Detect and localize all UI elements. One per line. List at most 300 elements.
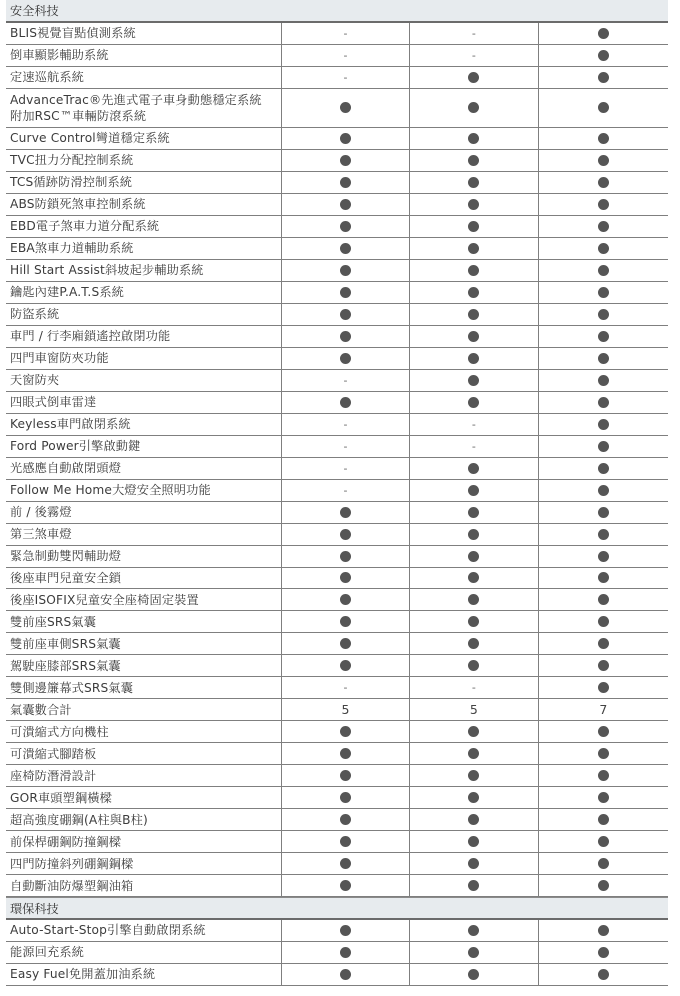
standard-equipment-dot xyxy=(340,947,351,958)
trim-cell-2 xyxy=(409,589,537,610)
table-row xyxy=(6,348,668,370)
feature-name: 雙前座車側SRS氣囊 xyxy=(10,636,121,651)
trim-cell-3 xyxy=(538,238,668,259)
feature-name: 車門 / 行李廂鎖遙控啟閉功能 xyxy=(10,329,171,344)
trim-cell-1 xyxy=(281,677,409,698)
trim-cell-3 xyxy=(538,282,668,303)
standard-equipment-dot xyxy=(468,102,479,113)
standard-equipment-dot xyxy=(468,243,479,254)
trim-cell-1 xyxy=(281,480,409,501)
trim-cell-2 xyxy=(409,699,537,720)
standard-equipment-dot xyxy=(598,155,609,166)
feature-name: TCS循跡防滑控制系統 xyxy=(10,175,133,190)
not-available-dash: - xyxy=(343,417,348,431)
standard-equipment-dot xyxy=(468,947,479,958)
standard-equipment-dot xyxy=(598,947,609,958)
standard-equipment-dot xyxy=(340,353,351,364)
feature-name: 後座ISOFIX兒童安全座椅固定裝置 xyxy=(10,592,199,607)
standard-equipment-dot xyxy=(340,770,351,781)
trim-cell-1 xyxy=(281,964,409,985)
standard-equipment-dot xyxy=(598,287,609,298)
feature-name: ABS防鎖死煞車控制系統 xyxy=(10,197,146,212)
feature-name: Keyless車門啟閉系統 xyxy=(10,417,131,432)
trim-cell-3 xyxy=(538,89,668,127)
trim-cell-2 xyxy=(409,831,537,852)
standard-equipment-dot xyxy=(598,925,609,936)
trim-cell-1 xyxy=(281,655,409,676)
standard-equipment-dot xyxy=(340,529,351,540)
trim-cell-1 xyxy=(281,853,409,874)
not-available-dash: - xyxy=(343,439,348,453)
table-row xyxy=(6,436,668,458)
standard-equipment-dot xyxy=(598,353,609,364)
standard-equipment-dot xyxy=(340,925,351,936)
table-row xyxy=(6,524,668,546)
standard-equipment-dot xyxy=(468,969,479,980)
trim-cell-3 xyxy=(538,920,668,941)
standard-equipment-dot xyxy=(468,72,479,83)
standard-equipment-dot xyxy=(598,441,609,452)
table-row xyxy=(6,546,668,568)
trim-cell-3 xyxy=(538,45,668,66)
standard-equipment-dot xyxy=(468,397,479,408)
standard-equipment-dot xyxy=(340,102,351,113)
trim-cell-2 xyxy=(409,787,537,808)
trim-cell-1 xyxy=(281,392,409,413)
trim-cell-2 xyxy=(409,414,537,435)
table-row xyxy=(6,611,668,633)
feature-name: 自動斷油防爆塑鋼油箱 xyxy=(10,878,134,893)
feature-name: EBA煞車力道輔助系統 xyxy=(10,241,134,256)
trim-cell-2 xyxy=(409,282,537,303)
standard-equipment-dot xyxy=(598,50,609,61)
not-available-dash: - xyxy=(471,681,476,695)
standard-equipment-dot xyxy=(340,726,351,737)
standard-equipment-dot xyxy=(598,265,609,276)
trim-cell-2 xyxy=(409,172,537,193)
trim-cell-2 xyxy=(409,216,537,237)
feature-name: 防盜系統 xyxy=(10,307,60,322)
trim-cell-2 xyxy=(409,238,537,259)
feature-name: AdvanceTrac®先進式電子車身動態穩定系統 附加RSC™車輛防滾系統 xyxy=(10,92,262,123)
trim-cell-3 xyxy=(538,260,668,281)
feature-name: EBD電子煞車力道分配系統 xyxy=(10,219,160,234)
standard-equipment-dot xyxy=(340,836,351,847)
trim-cell-1 xyxy=(281,942,409,963)
trim-cell-1 xyxy=(281,458,409,479)
trim-cell-3 xyxy=(538,809,668,830)
feature-name: TVC扭力分配控制系統 xyxy=(10,153,134,168)
trim-cell-1 xyxy=(281,370,409,391)
table-row xyxy=(6,853,668,875)
standard-equipment-dot xyxy=(598,199,609,210)
standard-equipment-dot xyxy=(468,858,479,869)
trim-cell-1 xyxy=(281,194,409,215)
trim-cell-2 xyxy=(409,45,537,66)
trim-cell-3 xyxy=(538,787,668,808)
table-row xyxy=(6,480,668,502)
trim-cell-1 xyxy=(281,787,409,808)
standard-equipment-dot xyxy=(598,529,609,540)
standard-equipment-dot xyxy=(598,748,609,759)
trim-cell-2 xyxy=(409,677,537,698)
trim-cell-1 xyxy=(281,524,409,545)
trim-cell-3 xyxy=(538,546,668,567)
not-available-dash: - xyxy=(343,373,348,387)
table-row xyxy=(6,964,668,986)
feature-name: 倒車顯影輔助系統 xyxy=(10,48,109,63)
standard-equipment-dot xyxy=(598,836,609,847)
feature-name: 前 / 後霧燈 xyxy=(10,505,72,520)
standard-equipment-dot xyxy=(598,880,609,891)
standard-equipment-dot xyxy=(468,638,479,649)
standard-equipment-dot xyxy=(468,726,479,737)
feature-name: 天窗防夾 xyxy=(10,373,60,388)
feature-name: 氣囊數合計 xyxy=(10,702,72,717)
standard-equipment-dot xyxy=(598,616,609,627)
table-row xyxy=(6,831,668,853)
feature-name: 後座車門兒童安全鎖 xyxy=(10,570,122,585)
standard-equipment-dot xyxy=(468,572,479,583)
standard-equipment-dot xyxy=(468,331,479,342)
trim-cell-3 xyxy=(538,216,668,237)
standard-equipment-dot xyxy=(598,969,609,980)
trim-cell-2 xyxy=(409,765,537,786)
trim-cell-3 xyxy=(538,831,668,852)
trim-cell-3 xyxy=(538,370,668,391)
trim-cell-3 xyxy=(538,128,668,149)
standard-equipment-dot xyxy=(598,814,609,825)
standard-equipment-dot xyxy=(468,792,479,803)
trim-cell-2 xyxy=(409,436,537,457)
trim-cell-1 xyxy=(281,743,409,764)
standard-equipment-dot xyxy=(598,485,609,496)
standard-equipment-dot xyxy=(340,792,351,803)
table-row xyxy=(6,238,668,260)
feature-name: 四門防撞斜列硼鋼鋼樑 xyxy=(10,856,134,871)
standard-equipment-dot xyxy=(468,836,479,847)
feature-name: BLIS視覺盲點偵測系統 xyxy=(10,26,136,41)
trim-cell-3 xyxy=(538,589,668,610)
trim-cell-3 xyxy=(538,677,668,698)
feature-name: 定速巡航系統 xyxy=(10,70,85,85)
trim-cell-1 xyxy=(281,765,409,786)
trim-cell-2 xyxy=(409,502,537,523)
standard-equipment-dot xyxy=(340,594,351,605)
table-row xyxy=(6,67,668,89)
feature-name: 光感應自動啟閉頭燈 xyxy=(10,461,122,476)
table-row xyxy=(6,568,668,590)
standard-equipment-dot xyxy=(598,551,609,562)
feature-name: 緊急制動雙閃輔助燈 xyxy=(10,549,122,563)
trim-cell-3 xyxy=(538,721,668,742)
standard-equipment-dot xyxy=(340,616,351,627)
feature-name: 四眼式倒車雷達 xyxy=(10,395,97,410)
standard-equipment-dot xyxy=(598,72,609,83)
trim-cell-1 xyxy=(281,721,409,742)
table-row xyxy=(6,677,668,699)
standard-equipment-dot xyxy=(340,397,351,408)
feature-name: Follow Me Home大燈安全照明功能 xyxy=(10,483,211,498)
trim-cell-2 xyxy=(409,304,537,325)
feature-name: Easy Fuel免開蓋加油系統 xyxy=(10,967,156,982)
trim-cell-1 xyxy=(281,414,409,435)
spec-table xyxy=(6,0,668,986)
standard-equipment-dot xyxy=(340,551,351,562)
trim-cell-3 xyxy=(538,502,668,523)
feature-name: 超高強度硼鋼(A柱與B柱) xyxy=(10,812,148,827)
trim-cell-1 xyxy=(281,172,409,193)
standard-equipment-dot xyxy=(468,616,479,627)
feature-name: 雙側邊簾幕式SRS氣囊 xyxy=(10,680,134,695)
table-row xyxy=(6,216,668,238)
trim-cell-3 xyxy=(538,194,668,215)
count-value: 5 xyxy=(341,702,350,718)
table-row xyxy=(6,414,668,436)
trim-cell-2 xyxy=(409,524,537,545)
standard-equipment-dot xyxy=(468,309,479,320)
trim-cell-2 xyxy=(409,964,537,985)
trim-cell-3 xyxy=(538,611,668,632)
trim-cell-2 xyxy=(409,655,537,676)
section-header: 安全科技 xyxy=(6,0,668,23)
standard-equipment-dot xyxy=(468,133,479,144)
trim-cell-3 xyxy=(538,172,668,193)
standard-equipment-dot xyxy=(468,814,479,825)
standard-equipment-dot xyxy=(340,309,351,320)
table-row xyxy=(6,589,668,611)
not-available-dash: - xyxy=(471,48,476,62)
table-row xyxy=(6,370,668,392)
standard-equipment-dot xyxy=(468,199,479,210)
standard-equipment-dot xyxy=(468,155,479,166)
feature-name: 能源回充系統 xyxy=(10,945,85,960)
standard-equipment-dot xyxy=(340,155,351,166)
trim-cell-1 xyxy=(281,128,409,149)
trim-cell-3 xyxy=(538,392,668,413)
standard-equipment-dot xyxy=(340,331,351,342)
section-header: 環保科技 xyxy=(6,897,668,920)
trim-cell-1 xyxy=(281,502,409,523)
not-available-dash: - xyxy=(471,417,476,431)
trim-cell-1 xyxy=(281,348,409,369)
standard-equipment-dot xyxy=(598,507,609,518)
standard-equipment-dot xyxy=(340,858,351,869)
not-available-dash: - xyxy=(343,461,348,475)
trim-cell-3 xyxy=(538,853,668,874)
standard-equipment-dot xyxy=(468,529,479,540)
trim-cell-3 xyxy=(538,458,668,479)
table-row xyxy=(6,920,668,942)
standard-equipment-dot xyxy=(340,814,351,825)
table-row xyxy=(6,128,668,150)
trim-cell-2 xyxy=(409,370,537,391)
trim-cell-2 xyxy=(409,458,537,479)
feature-name: 前保桿硼鋼防撞鋼樑 xyxy=(10,834,122,849)
table-row xyxy=(6,721,668,743)
not-available-dash: - xyxy=(343,48,348,62)
trim-cell-1 xyxy=(281,23,409,44)
feature-name: 可潰縮式腳踏板 xyxy=(10,746,97,761)
standard-equipment-dot xyxy=(340,221,351,232)
feature-name: 雙前座SRS氣囊 xyxy=(10,614,97,629)
trim-cell-3 xyxy=(538,743,668,764)
trim-cell-3 xyxy=(538,524,668,545)
trim-cell-2 xyxy=(409,326,537,347)
standard-equipment-dot xyxy=(340,177,351,188)
trim-cell-1 xyxy=(281,260,409,281)
standard-equipment-dot xyxy=(598,660,609,671)
trim-cell-1 xyxy=(281,875,409,896)
trim-cell-3 xyxy=(538,875,668,896)
table-row xyxy=(6,502,668,524)
trim-cell-1 xyxy=(281,326,409,347)
table-row xyxy=(6,458,668,480)
standard-equipment-dot xyxy=(598,221,609,232)
standard-equipment-dot xyxy=(598,28,609,39)
standard-equipment-dot xyxy=(340,880,351,891)
standard-equipment-dot xyxy=(468,660,479,671)
standard-equipment-dot xyxy=(340,199,351,210)
feature-name: 座椅防潛滑設計 xyxy=(10,768,97,783)
table-row xyxy=(6,699,668,721)
standard-equipment-dot xyxy=(468,177,479,188)
trim-cell-3 xyxy=(538,348,668,369)
trim-cell-1 xyxy=(281,611,409,632)
feature-name: 駕駛座膝部SRS氣囊 xyxy=(10,658,121,673)
trim-cell-2 xyxy=(409,875,537,896)
standard-equipment-dot xyxy=(468,221,479,232)
standard-equipment-dot xyxy=(598,858,609,869)
trim-cell-1 xyxy=(281,282,409,303)
table-row xyxy=(6,875,668,897)
count-value: 5 xyxy=(469,702,478,718)
not-available-dash: - xyxy=(343,26,348,40)
trim-cell-2 xyxy=(409,809,537,830)
standard-equipment-dot xyxy=(598,309,609,320)
trim-cell-2 xyxy=(409,633,537,654)
trim-cell-2 xyxy=(409,942,537,963)
table-row xyxy=(6,194,668,216)
table-row xyxy=(6,326,668,348)
trim-cell-1 xyxy=(281,89,409,127)
standard-equipment-dot xyxy=(340,507,351,518)
trim-cell-2 xyxy=(409,67,537,88)
standard-equipment-dot xyxy=(468,265,479,276)
trim-cell-1 xyxy=(281,45,409,66)
standard-equipment-dot xyxy=(468,353,479,364)
trim-cell-2 xyxy=(409,721,537,742)
table-row xyxy=(6,787,668,809)
not-available-dash: - xyxy=(343,483,348,497)
standard-equipment-dot xyxy=(468,594,479,605)
feature-name: 第三煞車燈 xyxy=(10,527,72,542)
trim-cell-2 xyxy=(409,568,537,589)
table-row xyxy=(6,89,668,128)
trim-cell-2 xyxy=(409,853,537,874)
standard-equipment-dot xyxy=(468,770,479,781)
trim-cell-1 xyxy=(281,568,409,589)
standard-equipment-dot xyxy=(598,375,609,386)
standard-equipment-dot xyxy=(598,133,609,144)
standard-equipment-dot xyxy=(340,265,351,276)
table-row xyxy=(6,743,668,765)
trim-cell-3 xyxy=(538,436,668,457)
trim-cell-1 xyxy=(281,831,409,852)
trim-cell-3 xyxy=(538,765,668,786)
table-row xyxy=(6,765,668,787)
table-row xyxy=(6,392,668,414)
trim-cell-3 xyxy=(538,964,668,985)
standard-equipment-dot xyxy=(598,177,609,188)
trim-cell-2 xyxy=(409,150,537,171)
trim-cell-1 xyxy=(281,67,409,88)
trim-cell-1 xyxy=(281,546,409,567)
trim-cell-2 xyxy=(409,128,537,149)
trim-cell-2 xyxy=(409,546,537,567)
trim-cell-2 xyxy=(409,89,537,127)
table-row xyxy=(6,809,668,831)
table-row xyxy=(6,150,668,172)
standard-equipment-dot xyxy=(468,463,479,474)
trim-cell-3 xyxy=(538,633,668,654)
trim-cell-1 xyxy=(281,238,409,259)
standard-equipment-dot xyxy=(468,375,479,386)
standard-equipment-dot xyxy=(468,925,479,936)
trim-cell-1 xyxy=(281,699,409,720)
table-row xyxy=(6,633,668,655)
trim-cell-1 xyxy=(281,920,409,941)
standard-equipment-dot xyxy=(340,287,351,298)
trim-cell-1 xyxy=(281,589,409,610)
table-row xyxy=(6,45,668,67)
table-row xyxy=(6,655,668,677)
standard-equipment-dot xyxy=(598,102,609,113)
standard-equipment-dot xyxy=(468,880,479,891)
feature-name: Hill Start Assist斜坡起步輔助系統 xyxy=(10,263,204,278)
trim-cell-3 xyxy=(538,699,668,720)
trim-cell-3 xyxy=(538,655,668,676)
trim-cell-2 xyxy=(409,348,537,369)
standard-equipment-dot xyxy=(598,682,609,693)
trim-cell-3 xyxy=(538,304,668,325)
standard-equipment-dot xyxy=(598,792,609,803)
table-row xyxy=(6,304,668,326)
standard-equipment-dot xyxy=(340,660,351,671)
standard-equipment-dot xyxy=(340,638,351,649)
trim-cell-2 xyxy=(409,23,537,44)
trim-cell-1 xyxy=(281,150,409,171)
table-row xyxy=(6,172,668,194)
trim-cell-1 xyxy=(281,216,409,237)
standard-equipment-dot xyxy=(598,397,609,408)
standard-equipment-dot xyxy=(598,572,609,583)
table-row xyxy=(6,260,668,282)
trim-cell-2 xyxy=(409,743,537,764)
trim-cell-3 xyxy=(538,67,668,88)
trim-cell-3 xyxy=(538,480,668,501)
not-available-dash: - xyxy=(471,26,476,40)
trim-cell-2 xyxy=(409,260,537,281)
feature-name: Curve Control彎道穩定系統 xyxy=(10,131,170,146)
standard-equipment-dot xyxy=(340,969,351,980)
standard-equipment-dot xyxy=(340,243,351,254)
standard-equipment-dot xyxy=(598,331,609,342)
trim-cell-1 xyxy=(281,436,409,457)
standard-equipment-dot xyxy=(598,463,609,474)
standard-equipment-dot xyxy=(468,748,479,759)
not-available-dash: - xyxy=(343,70,348,84)
